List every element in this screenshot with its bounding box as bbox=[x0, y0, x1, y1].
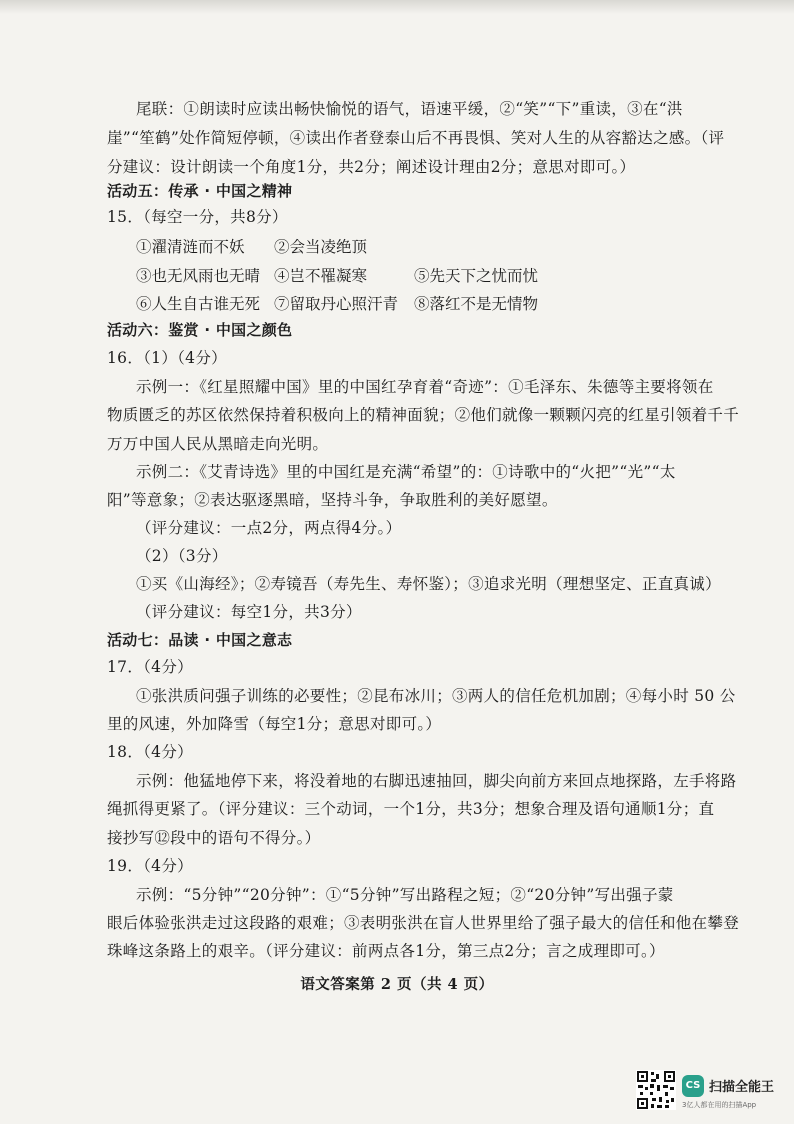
question-number: （2）（3分） bbox=[136, 547, 228, 565]
text-line: 分建议：设计朗读一个角度1分，共2分；阐述设计理由2分；意思对即可。） bbox=[107, 158, 636, 176]
text-line: 示例：他猛地停下来，将没着地的右脚迅速抽回，脚尖向前方来回点地探路，左手将路 bbox=[136, 772, 737, 790]
text-line: 崖”“笙鹤”处作简短停顿，④读出作者登泰山后不再畏惧、笑对人生的从容豁达之感。（评 bbox=[107, 129, 725, 147]
answer-cell: ⑥人生自古谁无死 bbox=[136, 295, 261, 313]
page-footer: 语文答案第 2 页（共 4 页） bbox=[300, 976, 494, 993]
text-line: 阳”等意象；②表达驱逐黑暗，坚持斗争，争取胜利的美好愿望。 bbox=[107, 491, 558, 509]
text-line: 示例二：《艾青诗选》里的中国红是充满“希望”的：①诗歌中的“火把”“光”“太 bbox=[136, 463, 676, 481]
text-line: 示例：“5分钟”“20分钟”：①“5分钟”写出路程之短；②“20分钟”写出强子蒙 bbox=[136, 886, 674, 904]
answer-cell: ③也无风雨也无晴 bbox=[136, 267, 261, 285]
text-line: 眼后体验张洪走过这段路的艰难；③表明张洪在盲人世界里给了强子最大的信任和他在攀登 bbox=[107, 914, 740, 932]
text-line: 物质匮乏的苏区依然保持着积极向上的精神面貌；②他们就像一颗颗闪亮的红星引领着千千 bbox=[107, 406, 740, 424]
answer-cell: ①濯清涟而不妖 bbox=[136, 238, 245, 256]
section-heading: 活动五：传承 · 中国之精神 bbox=[107, 182, 293, 200]
text-line: 万万中国人民从黑暗走向光明。 bbox=[107, 435, 329, 453]
text-line: 接抄写⑫段中的语句不得分。） bbox=[107, 829, 321, 847]
text-line: 绳抓得更紧了。（评分建议：三个动词，一个1分，共3分；想象合理及语句通顺1分；直 bbox=[107, 800, 715, 818]
text-line: 示例一：《红星照耀中国》里的中国红孕育着“奇迹”：①毛泽东、朱德等主要将领在 bbox=[136, 378, 714, 396]
answer-cell: ⑦留取丹心照汗青 bbox=[274, 295, 399, 313]
qr-code-icon bbox=[636, 1070, 676, 1110]
answer-cell: ②会当凌绝顶 bbox=[274, 238, 368, 256]
text-line: 尾联：①朗读时应读出畅快愉悦的语气，语速平缓，②“笑”“下”重读，③在“洪 bbox=[136, 100, 683, 118]
app-tagline: 3亿人都在用的扫描App bbox=[682, 1101, 757, 1109]
question-number: 19．（4分） bbox=[107, 857, 193, 875]
scoring-note: （评分建议：每空1分，共3分） bbox=[136, 603, 362, 621]
question-number: 15．（每空一分，共8分） bbox=[107, 208, 288, 226]
scanner-watermark bbox=[682, 1075, 792, 1115]
question-number: 16．（1）（4分） bbox=[107, 349, 227, 367]
text-line: ①买《山海经》；②寿镜吾（寿先生、寿怀鉴）；③追求光明（理想坚定、正直真诚） bbox=[136, 575, 721, 593]
question-number: 18．（4分） bbox=[107, 743, 193, 761]
text-line: ①张洪质问强子训练的必要性；②昆布冰川；③两人的信任危机加剧；④每小时 50 公 bbox=[136, 687, 736, 705]
scoring-note: （评分建议：一点2分，两点得4分。） bbox=[136, 519, 402, 537]
answer-cell: ⑧落红不是无情物 bbox=[414, 295, 539, 313]
scan-edge bbox=[0, 0, 794, 14]
camscanner-logo-icon: CS bbox=[682, 1075, 704, 1097]
answer-cell: ④岂不罹凝寒 bbox=[274, 267, 368, 285]
answer-cell: ⑤先天下之忧而忧 bbox=[414, 267, 539, 285]
section-heading: 活动六：鉴赏 · 中国之颜色 bbox=[107, 321, 293, 339]
question-number: 17．（4分） bbox=[107, 658, 193, 676]
text-line: 珠峰这条路上的艰辛。（评分建议：前两点各1分，第三点2分；言之成理即可。） bbox=[107, 942, 665, 960]
section-heading: 活动七：品读 · 中国之意志 bbox=[107, 631, 293, 649]
text-line: 里的风速，外加降雪（每空1分；意思对即可。） bbox=[107, 715, 442, 733]
app-name: 扫描全能王 bbox=[709, 1080, 775, 1095]
